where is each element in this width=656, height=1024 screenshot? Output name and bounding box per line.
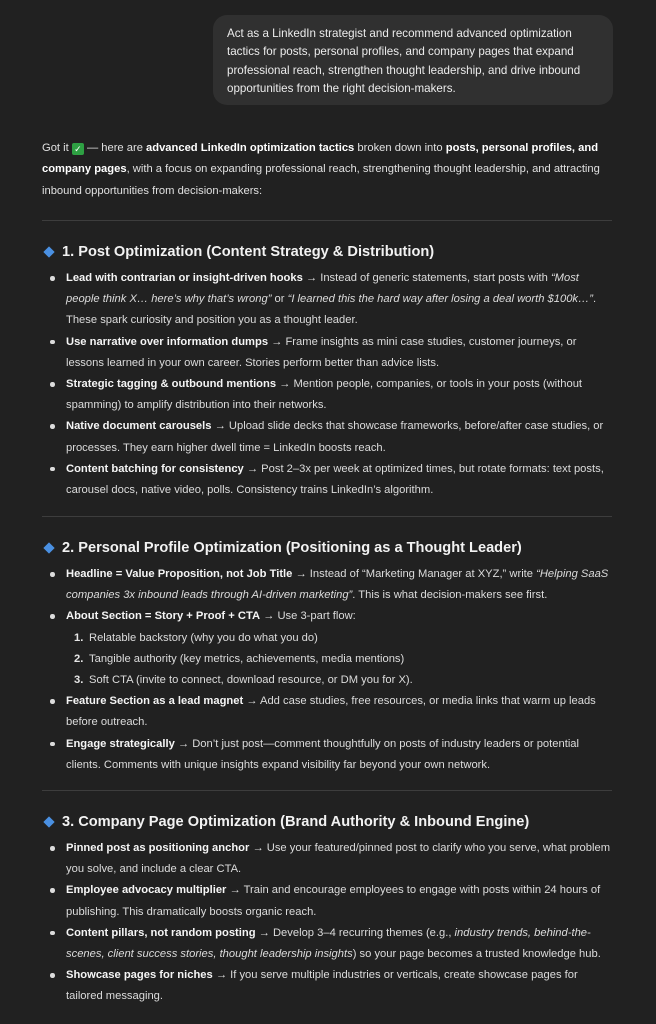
section-title-text: 1. Post Optimization (Content Strategy & Distribution) — [62, 244, 435, 260]
numbered-item — [42, 670, 614, 691]
item-number: 3. — [74, 674, 84, 687]
list-item — [42, 459, 614, 501]
item-bold: Showcase pages for niches — [66, 969, 213, 982]
item-bold: Employee advocacy multiplier — [66, 884, 227, 897]
item-italic: “I learned this the hard way after losing a deal worth $100k…” — [287, 293, 593, 306]
item-number: 2. — [74, 652, 84, 665]
blue-diamond-icon — [43, 816, 54, 827]
section-title-text: 2. Personal Profile Optimization (Positioning as a Thought Leader) — [62, 540, 522, 556]
item-text: → Instead of generic statements, start posts with — [302, 272, 551, 284]
list-item — [42, 332, 614, 374]
intro-bold: posts, personal profiles, and company pages — [42, 142, 599, 176]
numbered-list — [42, 628, 614, 692]
item-italic: industry trends, behind-the-scenes, client success stories, thought leadership insights — [66, 926, 591, 961]
section-title — [42, 241, 614, 263]
item-text: . This is what decision-makers see first. — [352, 589, 548, 602]
intro-text: — here are — [83, 142, 147, 154]
blue-diamond-icon — [43, 246, 54, 257]
list-item — [42, 268, 614, 332]
list-item — [42, 880, 614, 922]
item-bold: About Section = Story + Proof + CTA — [66, 610, 261, 623]
intro-bold: advanced LinkedIn optimization tactics — [146, 142, 355, 154]
item-text: → Mention people, companies, or tools in your posts (without spamming) to amplify distribution into their networks. — [66, 378, 583, 412]
list-item — [42, 965, 614, 1007]
section-divider — [42, 516, 612, 517]
list-item — [42, 734, 614, 776]
item-text: → Don’t just post—comment thoughtfully on posts of industry leaders or potential clients. Comments with unique insights expand visibility far beyond your own network. — [66, 737, 580, 771]
item-text: ) so your page becomes a trusted knowledge hub. — [352, 948, 601, 961]
blue-diamond-icon — [43, 542, 54, 553]
item-bold: Lead with contrarian or insight-driven hooks — [66, 272, 303, 284]
list-item — [42, 606, 614, 691]
item-text: Relatable backstory (why you do what you do) — [89, 631, 318, 644]
item-text: → Train and encourage employees to engage with posts within 24 hours of publishing. This dramatically boosts organic reach. — [66, 884, 601, 918]
item-bold: Content batching for consistency — [66, 462, 244, 475]
item-bold: Content pillars, not random posting — [66, 926, 256, 939]
section-divider — [42, 220, 612, 221]
assistant-response — [42, 138, 614, 202]
intro-text: , with a focus on expanding professional reach, strengthening thought leadership, and attracting inbound opportunities from decision-makers: — [42, 163, 600, 197]
item-text: → Post 2–3x per week at optimized times, but rotate formats: text posts, carousel docs, native video, polls. Consistency trains LinkedIn’s algorithm. — [66, 462, 604, 497]
item-bold: Headline = Value Proposition, not Job Title — [66, 568, 293, 580]
numbered-item — [42, 628, 614, 649]
section-title-text: 3. Company Page Optimization (Brand Authority & Inbound Engine) — [62, 814, 530, 830]
item-italic: “Helping SaaS companies 3x inbound leads through AI-driven marketing” — [66, 568, 609, 602]
item-text: Soft CTA (invite to connect, download resource, or DM you for X). — [89, 674, 413, 687]
section-post-optimization — [42, 241, 614, 501]
item-text: → Frame insights as mini case studies, customer journeys, or lessons learned in your own career. Stories perform better than advice lists. — [66, 335, 577, 369]
item-text: → Upload slide decks that showcase frameworks, before/after case studies, or processes. They earn higher dwell time = LinkedIn boosts reach. — [66, 420, 604, 454]
list-item — [42, 923, 614, 965]
section-divider — [42, 790, 612, 791]
user-message-bubble — [213, 15, 613, 105]
user-message-text: Act as a LinkedIn strategist and recommend advanced optimization tactics for posts, personal profiles, and company pages that expand professional reach, strengthen thought leadership, and drive inbound opportunities from the right decision-makers. — [227, 27, 581, 96]
list-item — [42, 416, 614, 458]
item-text: → Add case studies, free resources, or media links that warm up leads before outreach. — [66, 695, 596, 729]
list-item — [42, 374, 614, 416]
bullet-list — [42, 838, 614, 1008]
section-company-page — [42, 811, 614, 1008]
item-bold: Strategic tagging & outbound mentions — [66, 378, 277, 391]
intro-text: broken down into — [354, 142, 446, 154]
item-text: → Use 3-part flow: — [260, 610, 356, 623]
bullet-list — [42, 564, 614, 776]
list-item — [42, 564, 614, 606]
section-title — [42, 811, 614, 833]
white-check-mark-icon: ✓ — [72, 143, 84, 155]
response-intro — [42, 138, 614, 202]
bullet-list — [42, 268, 614, 501]
item-bold: Use narrative over information dumps — [66, 335, 269, 348]
numbered-item — [42, 649, 614, 670]
item-text: or — [271, 293, 288, 306]
item-bold: Pinned post as positioning anchor — [66, 842, 250, 854]
list-item — [42, 838, 614, 880]
item-text: → If you serve multiple industries or verticals, create showcase pages for tailored messaging. — [66, 969, 578, 1003]
item-italic: “Most people think X… here’s why that’s wrong” — [66, 272, 579, 306]
item-text: → Develop 3–4 recurring themes (e.g., — [255, 926, 455, 939]
item-bold: Feature Section as a lead magnet — [66, 695, 244, 708]
section-title — [42, 537, 614, 559]
list-item — [42, 691, 614, 733]
item-text: . These spark curiosity and position you as a thought leader. — [66, 293, 597, 327]
intro-text: Got it — [42, 142, 69, 154]
item-number: 1. — [74, 631, 84, 644]
item-text: Tangible authority (key metrics, achievements, media mentions) — [89, 652, 405, 665]
item-text: → Use your featured/pinned post to clarify who you serve, what problem you solve, and include a clear CTA. — [66, 842, 611, 876]
item-bold: Engage strategically — [66, 737, 175, 750]
section-personal-profile — [42, 537, 614, 776]
item-text: → Instead of “Marketing Manager at XYZ,” write — [292, 568, 537, 580]
item-bold: Native document carousels — [66, 420, 212, 433]
